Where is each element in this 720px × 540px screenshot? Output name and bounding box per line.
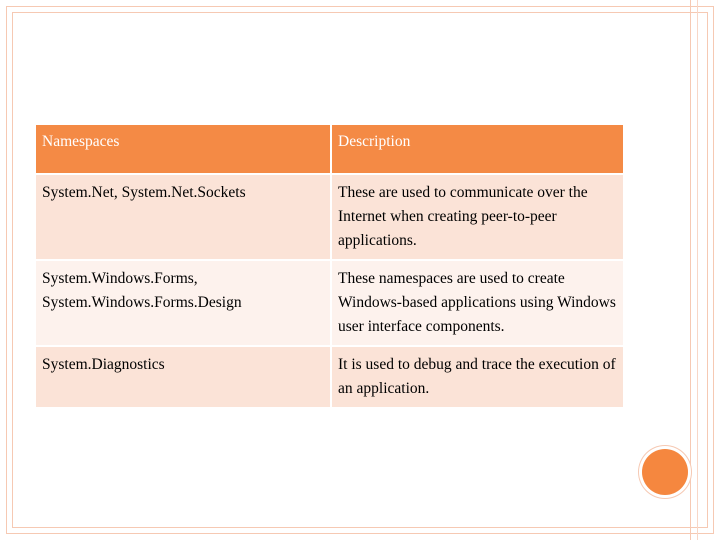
table-row xyxy=(36,345,623,407)
namespace-cell xyxy=(36,259,332,345)
namespaces-table xyxy=(36,125,623,407)
decorative-circle xyxy=(642,449,688,495)
decorative-line xyxy=(690,0,691,540)
namespace-cell: System.Net, System.Net.Sockets xyxy=(36,173,332,259)
header-namespaces: Namespaces xyxy=(36,125,332,173)
description-cell: It is used to debug and trace the execution of an application. xyxy=(332,345,623,407)
namespace-line: System.Windows.Forms, xyxy=(42,270,198,287)
description-cell: These are used to communicate over the Internet when creating peer-to-peer applications. xyxy=(332,173,623,259)
namespace-cell: System.Diagnostics xyxy=(36,345,332,407)
namespace-line: System.Windows.Forms.Design xyxy=(42,294,242,311)
description-cell: These namespaces are used to create Windows-based applications using Windows user interface components. xyxy=(332,259,623,345)
table-row xyxy=(36,173,623,259)
header-description: Description xyxy=(332,125,623,173)
decorative-line xyxy=(697,0,698,540)
table-header-row xyxy=(36,125,623,173)
table-row xyxy=(36,259,623,345)
